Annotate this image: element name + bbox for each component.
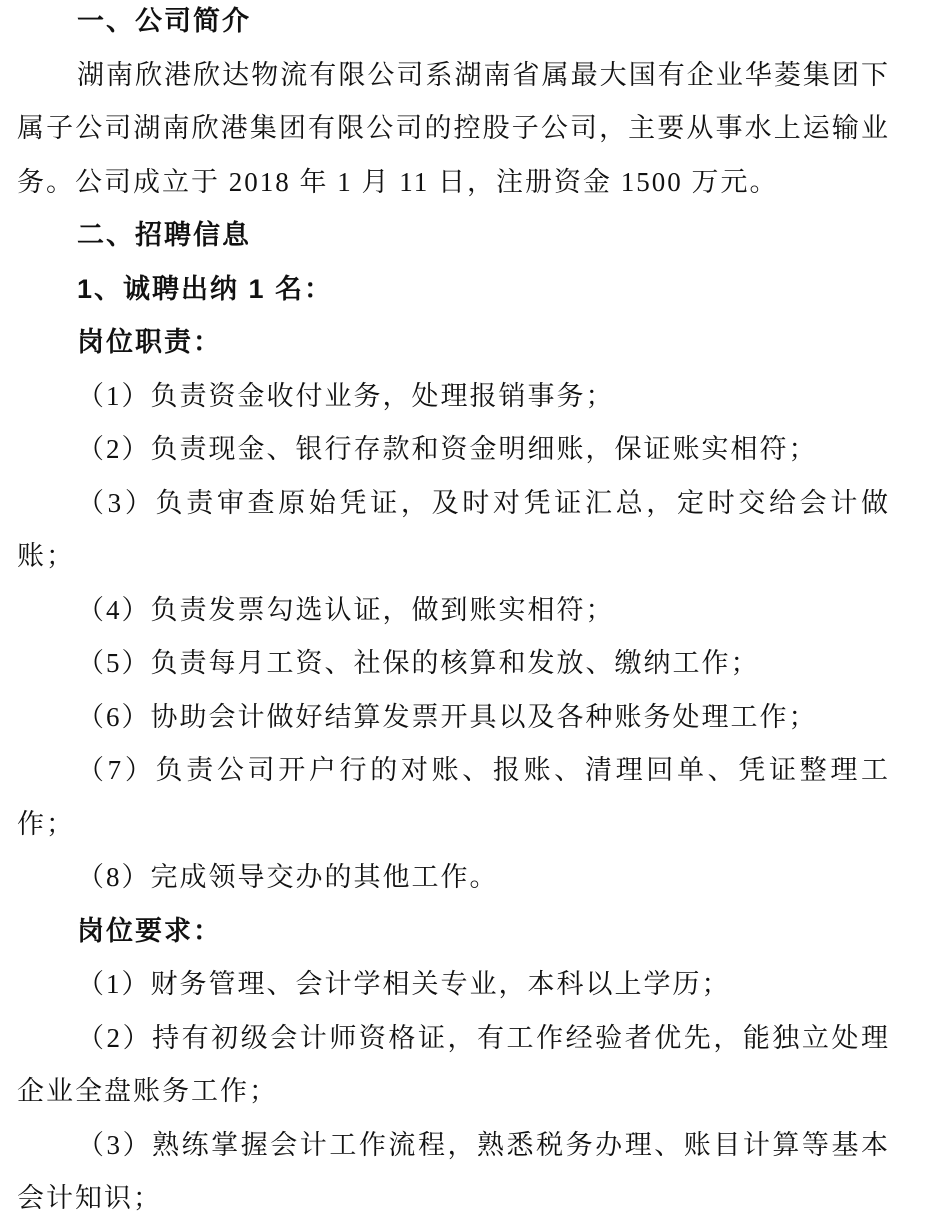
subheading-job-duties: 岗位职责：	[77, 327, 222, 357]
subheading-job-requirements: 岗位要求：	[77, 915, 222, 946]
heading-recruitment-info: 二、招聘信息	[77, 220, 251, 250]
requirement-item-2: （2）持有初级会计师资格证，有工作经验者优先，能独立处理企业全盘账务工作；	[17, 1022, 890, 1106]
subheading-position-cashier: 1、诚聘出纳 1 名：	[77, 273, 334, 304]
requirement-item-1: （1）财务管理、会计学相关专业，本科以上学历；	[77, 969, 731, 999]
heading-company-intro: 一、公司简介	[77, 6, 251, 36]
duty-item-7: （7）负责公司开户行的对账、报账、清理回单、凭证整理工作；	[17, 755, 890, 839]
duty-item-5: （5）负责每月工资、社保的核算和发放、缴纳工作；	[77, 648, 760, 678]
paragraph-company-intro: 湖南欣港欣达物流有限公司系湖南省属最大国有企业华菱集团下属子公司湖南欣港集团有限公司的控股子公司，主要从事水上运输业务。公司成立于 2018 年 1 月 11 日，注册资金 1500 万元。	[17, 59, 890, 197]
duty-item-4: （4）负责发票勾选认证，做到账实相符；	[77, 594, 615, 625]
duty-item-2: （2）负责现金、银行存款和资金明细账，保证账实相符；	[77, 434, 818, 464]
duty-item-6: （6）协助会计做好结算发票开具以及各种账务处理工作；	[77, 701, 818, 732]
duty-item-1: （1）负责资金收付业务，处理报销事务；	[77, 380, 615, 411]
duty-item-8: （8）完成领导交办的其他工作。	[77, 862, 499, 892]
requirement-item-3: （3）熟练掌握会计工作流程，熟悉税务办理、账目计算等基本会计知识；	[17, 1129, 890, 1213]
duty-item-3: （3）负责审查原始凭证，及时对凭证汇总，定时交给会计做账；	[17, 487, 890, 571]
